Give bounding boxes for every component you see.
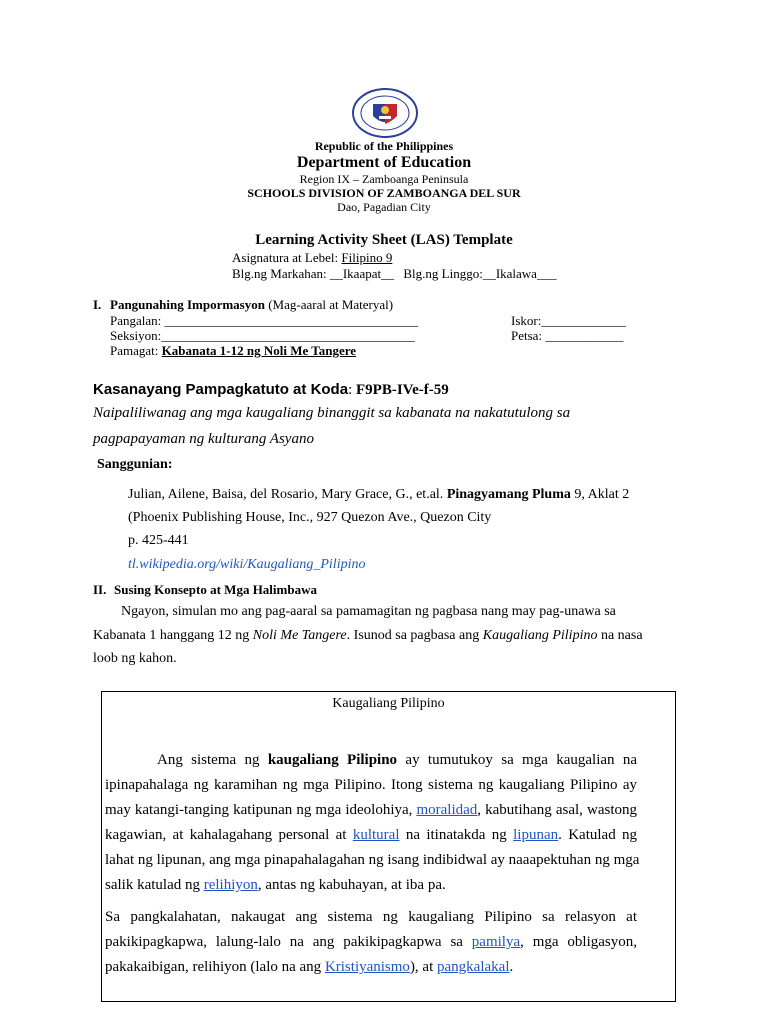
kultural-link[interactable]: kultural: [352, 827, 400, 843]
republic-line: Republic of the Philippines: [314, 139, 454, 153]
box-l1-a: Ang sistema ng: [157, 752, 260, 768]
name-line: _______________________________________: [164, 313, 419, 328]
section2-heading: Susing Konsepto at Mga Halimbawa: [114, 582, 317, 597]
week-label: Blg.ng Linggo:: [403, 266, 483, 281]
deped-seal-logo: [351, 88, 419, 138]
intro-part-a: Kabanata 1 hanggang 12 ng: [93, 628, 253, 643]
competency-text-line1: Naipaliliwanag ang mga kaugaliang binanggit sa kabanata na nakatutulong sa: [93, 405, 571, 421]
box-l9-a: pakakaibigan, relihiyon (lalo na ang: [105, 959, 325, 975]
box-l4-b: na itinatakda ng: [405, 827, 507, 843]
intro-topic-title: Kaugaliang Pilipino: [482, 628, 598, 643]
lipunan-link[interactable]: lipunan: [513, 827, 559, 843]
box-line1: [157, 752, 637, 769]
box-line6: [105, 877, 446, 894]
quarter-label: Blg.ng Markahan:: [232, 266, 330, 281]
competency-code: F9PB-IVe-f-59: [356, 382, 449, 398]
section2-number: II.: [93, 582, 107, 597]
box-l8-b: , mga obligasyon,: [520, 934, 637, 950]
section1-heading-text: Pangunahing Impormasyon: [110, 297, 265, 312]
reference-line1: [128, 487, 629, 503]
intro-line2: [93, 628, 643, 644]
division-line: SCHOOLS DIVISION OF ZAMBOANGA DEL SUR: [247, 186, 521, 200]
pamilya-link[interactable]: pamilya: [471, 934, 521, 950]
section-field[interactable]: [110, 328, 415, 344]
relihiyon-link[interactable]: relihiyon: [203, 877, 258, 893]
reference-authors: Julian, Ailene, Baisa, del Rosario, Mary Grace, G., et.al.: [128, 487, 447, 502]
department-title: Department of Education: [296, 154, 472, 171]
intro-line3: loob ng kahon.: [93, 651, 177, 666]
box-l9-c: .: [509, 959, 514, 975]
box-line9: [105, 959, 513, 976]
reference-book-title: Pinagyamang Pluma: [446, 487, 571, 502]
box-l3-a: may katangi-tanging katipunan ng mga ideolohiya,: [105, 802, 413, 818]
box-line2: ipinapahalaga ng karamihan ng mga Pilipino. Itong sistema ng kaugaliang Pilipino ay: [105, 777, 637, 793]
competency-colon: :: [348, 382, 356, 398]
subject-line: [232, 250, 392, 266]
reading-box: [101, 691, 676, 1002]
name-label: Pangalan:: [110, 313, 165, 328]
box-l6-b: , antas ng kabuhayan, at iba pa.: [257, 877, 446, 893]
score-field[interactable]: [511, 313, 626, 329]
section1-heading: [110, 297, 393, 313]
date-label: Petsa:: [511, 328, 546, 343]
intro-novel-title: Noli Me Tangere: [252, 628, 347, 643]
box-l6-a: salik katulad ng: [105, 877, 204, 893]
week-value: __Ikalawa___: [482, 266, 557, 281]
moralidad-link[interactable]: moralidad: [416, 802, 478, 818]
box-l4-c: . Katulad ng: [558, 827, 638, 843]
reference-link[interactable]: tl.wikipedia.org/wiki/Kaugaliang_Pilipino: [128, 557, 366, 572]
competency-line: [93, 381, 449, 399]
quarter-week-line: [232, 266, 556, 282]
subject-value: Filipino 9: [341, 250, 393, 265]
las-title: Learning Activity Sheet (LAS) Template: [255, 232, 513, 248]
box-l3-b: , kabutihang asal, wastong: [477, 802, 637, 818]
box-line4: [105, 827, 637, 844]
box-l1-bold: kaugaliang Pilipino: [267, 752, 398, 768]
references-label: Sanggunian:: [97, 457, 173, 472]
quarter-value: __Ikaapat__: [329, 266, 395, 281]
region-line: Region IX – Zamboanga Peninsula: [299, 172, 469, 186]
box-l4-a: kagawian, at kahalagahang personal at: [105, 827, 347, 843]
box-line7: Sa pangkalahatan, nakaugat ang sistema ng kaugaliang Pilipino sa relasyon at: [105, 909, 637, 925]
box-line8: [105, 934, 637, 951]
reference-line3: p. 425-441: [128, 533, 189, 548]
reference-volume: 9, Aklat 2: [570, 487, 630, 502]
title-field: [110, 343, 356, 359]
box-l1-c: ay tumutukoy sa mga kaugalian na: [405, 752, 638, 768]
reference-line2: (Phoenix Publishing House, Inc., 927 Quezon Ave., Quezon City: [128, 510, 492, 525]
subject-label: Asignatura at Lebel:: [232, 250, 342, 265]
section-line: _______________________________________: [161, 328, 415, 343]
section-label: Seksiyon:: [110, 328, 162, 343]
intro-part-e: na nasa: [597, 628, 643, 643]
name-field[interactable]: [110, 313, 418, 329]
competency-text-line2: pagpapayaman ng kulturang Asyano: [93, 431, 314, 447]
competency-label: Kasanayang Pampagkatuto at Koda: [93, 381, 349, 398]
box-l9-b: ), at: [409, 959, 438, 975]
title-value: Kabanata 1-12 ng Noli Me Tangere: [161, 343, 357, 358]
kristiyanismo-link[interactable]: Kristiyanismo: [324, 959, 410, 975]
score-line: _____________: [541, 313, 626, 328]
score-label: Iskor:: [511, 313, 542, 328]
date-line: ____________: [545, 328, 624, 343]
section1-heading-note: (Mag-aaral at Materyal): [264, 297, 394, 312]
date-field[interactable]: [511, 328, 623, 344]
intro-line1: Ngayon, simulan mo ang pag-aaral sa pamamagitan ng pagbasa nang may pag-unawa sa: [121, 604, 616, 619]
box-l8-a: pakikipagkapwa, lalung-lalo na ang pakikipagkapwa sa: [105, 934, 463, 950]
section1-number: I.: [93, 297, 102, 312]
box-line5: lahat ng lipunan, ang mga pinapahalagahan ng isang indibidwal ay naaapektuhan ng mga: [105, 852, 640, 868]
intro-part-c: . Isunod sa pagbasa ang: [346, 628, 483, 643]
title-label: Pamagat:: [110, 343, 162, 358]
pangkalakal-link[interactable]: pangkalakal: [437, 959, 510, 975]
city-line: Dao, Pagadian City: [337, 200, 431, 214]
box-line3: [105, 802, 637, 819]
box-title: Kaugaliang Pilipino: [332, 696, 445, 711]
